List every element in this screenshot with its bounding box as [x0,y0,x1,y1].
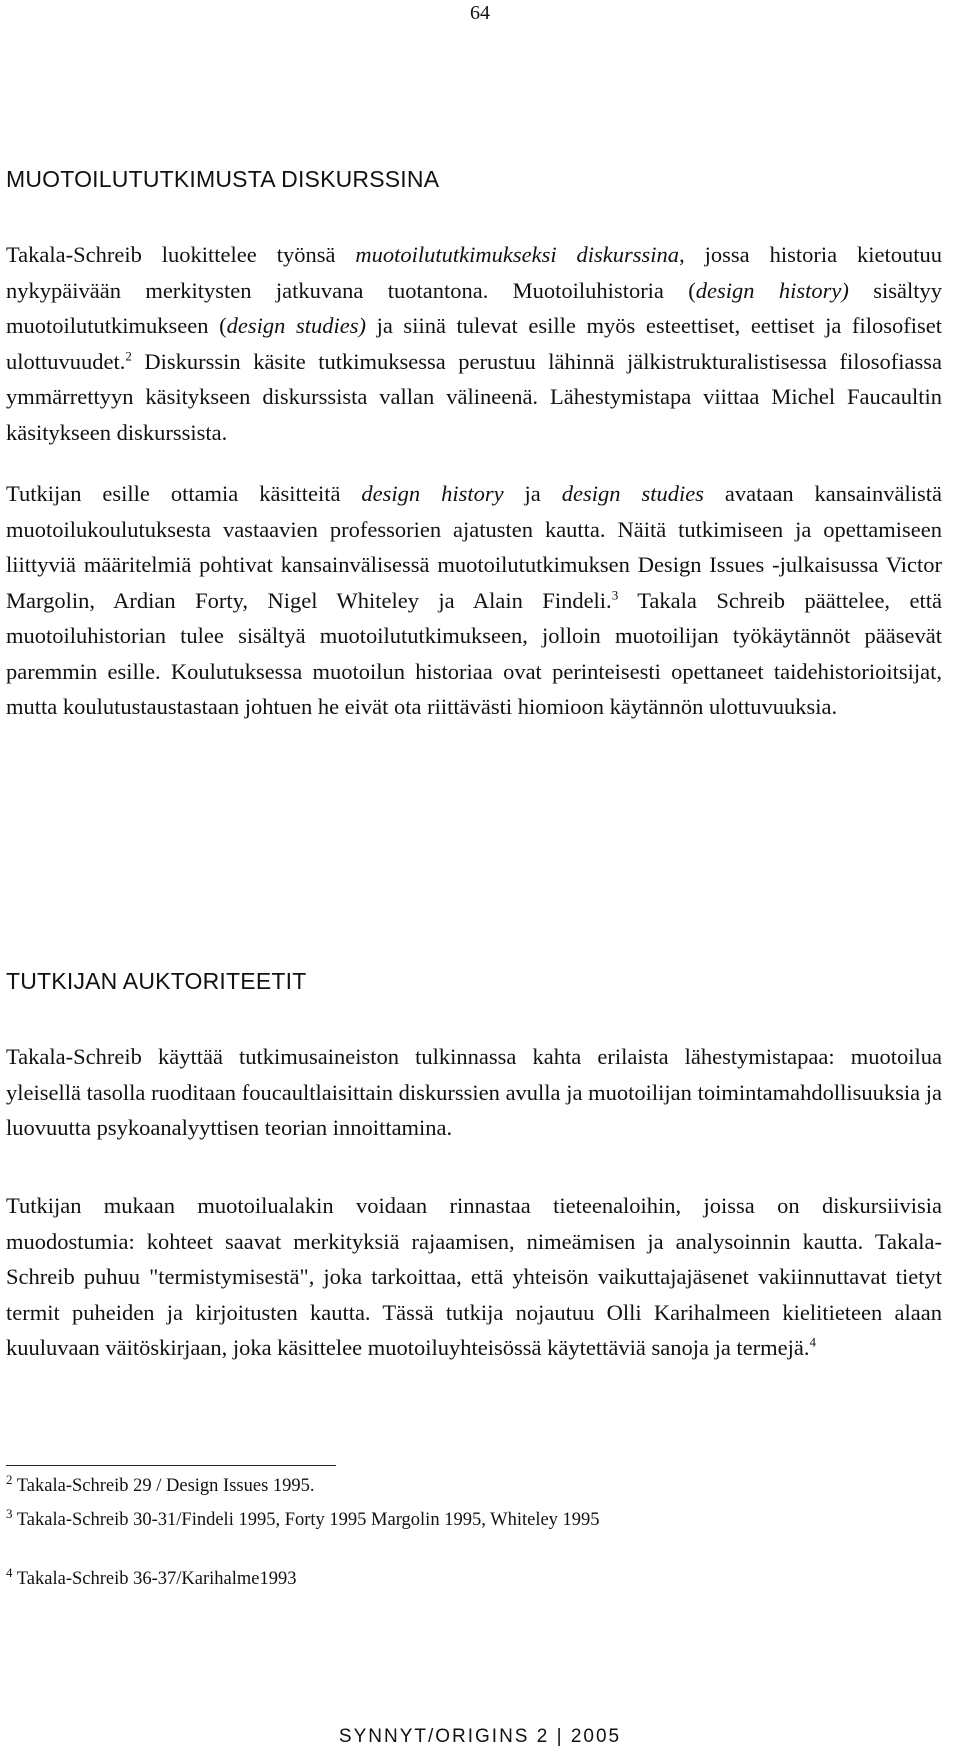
text-run: ja siinä tulevat esille myös esteettiset, eettiset ja filosofiset ulottuvuudet. [6,313,942,374]
footnote-4 [6,1564,297,1590]
text-run: , jossa historia kietoutuu nykypäivään merkitysten jatkuvana tuotantona. Muotoiluhistoria ( [6,242,942,303]
footnote-divider [6,1465,336,1466]
text-run: sisältyy muotoilututkimukseen ( [6,277,942,338]
text-run: Tutkijan mukaan muotoilualakin voidaan rinnastaa tieteenaloihin, joissa on diskursiivisia muodostumia: kohteet saavat merkityksiä rajaamisen, nimeämisen ja analysoinnin kautta. Takala-Schreib puhuu "termistymisestä", joka tarkoittaa, että yhteisön vaikuttajajäsenet vakiinnuttavat tietyt termit puheiden ja kirjoitusten kautta. Tässä tutkija nojautuu Olli Karihalmeen kielitieteen alaan kuuluvaan väitöskirjaan, joka käsittelee muotoiluyhteisössä käytettäviä sanoja ja termejä. [6,1193,942,1360]
text-run: Takala Schreib päättelee, että muotoiluhistorian tulee sisältyä muotoilututkimukseen, jolloin muotoilijan työkäytännöt pääsevät paremmin esille. Koulutuksessa muotoilun historiaa ovat perinteisesti opettaneet taidehistorioitsijat, mutta koulutustaustastaan johtuen he eivät ota riittävästi hiomioon käytännön ulottuvuuksia. [6,587,942,719]
publication-footer: SYNNYT/ORIGINS 2 | 2005 [338,1726,622,1747]
footnote-3 [6,1505,600,1531]
footnote-number: 4 [6,1564,13,1580]
footnote-2 [6,1471,315,1497]
paragraph-approaches: Takala-Schreib käyttää tutkimusaineiston tulkinnassa kahta erilaista lähestymistapaa: muotoilua yleisellä tasolla ruoditaan foucaultlaisittain diskurssien avulla ja muotoilijan toimintamahdollisuuksia ja luovuutta psykoanalyyttisen teorian innoittamina. [6,1044,942,1140]
footnote-text: Takala-Schreib 30-31/Findeli 1995, Forty 1995 Margolin 1995, Whiteley 1995 [12,1510,600,1530]
emphasis-term: design history [361,481,504,506]
emphasis-term: muotoilututkimukseksi diskurssina [355,242,680,267]
emphasis-term: design studies [561,481,704,506]
page-number: 64 [470,2,490,24]
text-run: Diskurssin käsite tutkimuksessa perustuu lähinnä jälkistrukturalistisessa filosofiassa ymmärrettyyn käsitykseen diskurssista vallan välineenä. Lähestymistapa viittaa Michel Faucaultin käsitykseen diskurssista. [6,348,942,445]
footnote-number: 2 [6,1471,13,1487]
footnote-ref-3[interactable]: 3 [611,587,619,602]
paragraph-terminology [6,1188,942,1366]
footnote-number: 3 [6,1505,13,1521]
emphasis-term: design history) [695,277,849,303]
emphasis-term: design studies) [226,313,366,338]
footnote-text: Takala-Schreib 36-37/Karihalme1993 [12,1569,297,1589]
footnote-ref-2[interactable]: 2 [125,348,132,363]
paragraph-discourse-intro [6,237,942,450]
text-run: Tutkijan esille ottamia käsitteitä [6,481,362,506]
text-run: ja [503,481,562,506]
paragraph-design-concepts [6,476,942,725]
text-run: avataan kansainvälistä muotoilukoulutuksesta vastaavien professorien ajatusten kautta. Näitä tutkimiseen ja opettamiseen liittyviä määritelmiä pohtivat kansainvälisessä muotoilututkimuksen Design Issues -julkaisussa Victor Margolin, Ardian Forty, Nigel Whiteley ja Alain Findeli. [6,481,943,613]
section-heading-discourse: MUOTOILUTUTKIMUSTA DISKURSSINA [6,166,440,192]
footnote-ref-4[interactable]: 4 [809,1334,817,1350]
section-heading-authorities: TUTKIJAN AUKTORITEETIT [6,968,307,994]
footnote-text: Takala-Schreib 29 / Design Issues 1995. [12,1476,315,1496]
text-run: Takala-Schreib luokittelee työnsä [6,242,356,267]
